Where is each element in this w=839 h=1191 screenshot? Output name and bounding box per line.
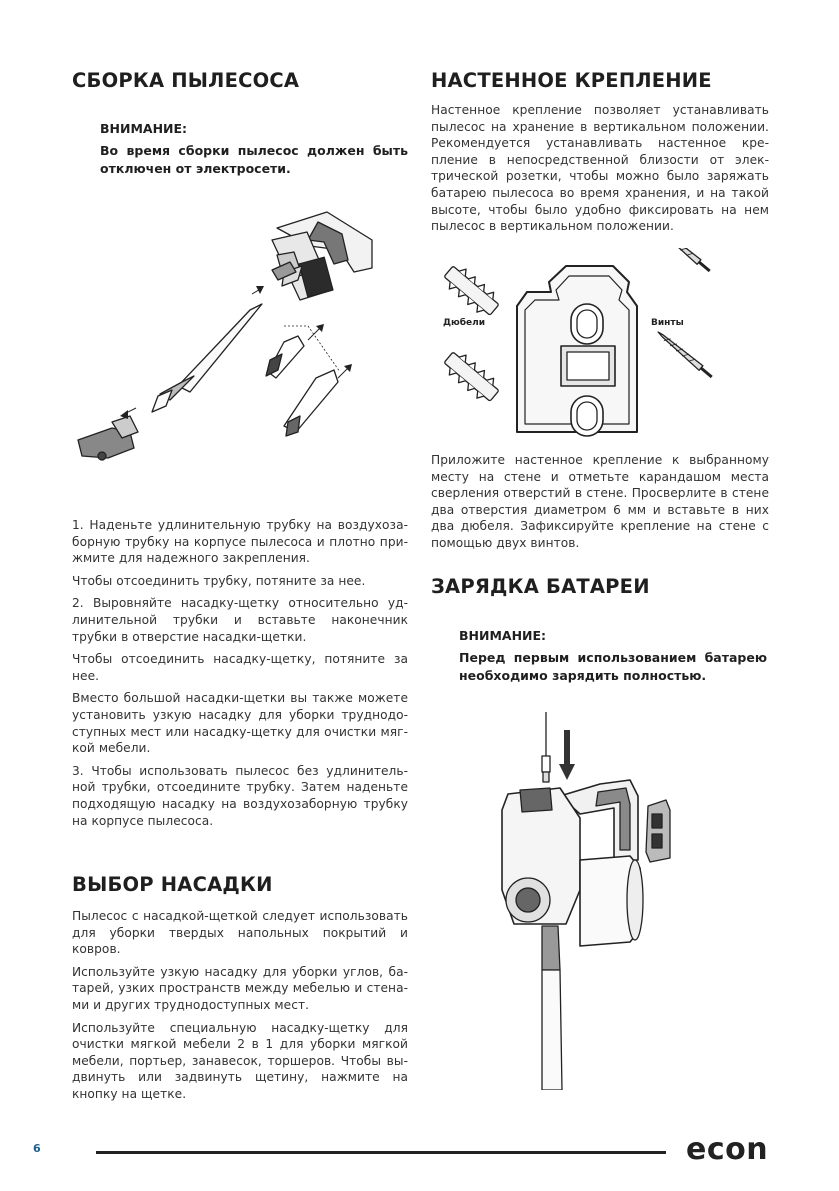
wall-mount-instructions-text: Приложите настенное крепление к выбранному месту на стене и отметьте карандашом места сверления отверстий в стене. Просверлите в стене два отверстия диаметром 6 мм и вставьте в них два дюбеля. Зафиксируйте крепление на стене с помощью двух винтов. (431, 453, 769, 550)
step-1: 1. Наденьте удлинительную трубку на воздухозаборную трубку на корпусе пылесоса и плотно прижмите для надежного закрепления. (72, 518, 408, 566)
nozzle-paragraph: Используйте специальную насадку-щетку для очистки мягкой мебели 2 в 1 для уборки мягкой мебели, портьер, занавесок, торшеров. Чтобы выдвинуть или задвинуть щетину, нажмите на кнопку на щетке. (72, 1020, 408, 1101)
assembly-steps (72, 517, 408, 829)
nozzle-paragraph: Пылесос с насадкой-щеткой следует использовать для уборки твердых напольных покрытий и ковров. (72, 909, 408, 957)
nozzle-paragraph: Используйте узкую насадку для уборки углов, батарей, узких пространств между мебелью и стенами и других труднодоступных мест. (72, 964, 408, 1012)
dowels-label: Дюбели (443, 318, 486, 328)
footer-divider (96, 1151, 666, 1154)
assembly-warning (100, 121, 408, 177)
left-column (72, 68, 408, 177)
wall-mount-section (431, 68, 769, 235)
nozzle-section (72, 872, 408, 1103)
nozzle-title: ВЫБОР НАСАДКИ (72, 873, 273, 896)
assembly-warning-text: Во время сборки пылесос должен быть отключен от электросети. (100, 143, 408, 176)
wall-mount-intro: Настенное крепление позволяет устанавливать пылесос на хранение в вертикальном положении. Рекомендуется устанавливать настенное крепление в непосредственной близости от электрической розетки, чтобы можно было заряжать батарею пылесоса во время хранения, и на такой высоте, чтобы было удобно фиксировать на нем пылесос в вертикальном положении. (431, 103, 769, 234)
battery-warning (459, 628, 767, 684)
page-number: 6 (33, 1142, 41, 1155)
assembly-title: СБОРКА ПЫЛЕСОСА (72, 69, 300, 92)
step-1-detach: Чтобы отсоединить трубку, потяните за нее. (72, 573, 366, 588)
battery-section (431, 574, 769, 684)
brand-logo: econ (686, 1132, 769, 1167)
battery-warning-text: Перед первым использованием батарею необходимо зарядить полностью. (459, 650, 767, 683)
assembly-warning-head: ВНИМАНИЕ: (100, 121, 188, 136)
wall-mount-instructions (431, 452, 769, 552)
battery-title: ЗАРЯДКА БАТАРЕИ (431, 575, 650, 598)
step-2-detach: Чтобы отсоединить насадку-щетку, потяните за нее. (72, 652, 408, 683)
wall-mount-illustration (431, 248, 769, 448)
wall-mount-title: НАСТЕННОЕ КРЕПЛЕНИЕ (431, 69, 712, 92)
battery-warning-head: ВНИМАНИЕ: (459, 628, 547, 643)
step-2: 2. Выровняйте насадку-щетку относительно удлинительной трубки и вставьте наконечник трубки в отверстие насадки-щетки. (72, 596, 408, 644)
assembly-illustration (72, 200, 408, 480)
screws-label: Винты (651, 318, 684, 328)
step-3: 3. Чтобы использовать пылесос без удлинительной трубки, отсоедините трубку. Затем наденьте подходящую насадку на воздухозаборную трубку на корпусе пылесоса. (72, 763, 408, 828)
battery-charging-illustration (480, 710, 700, 1090)
step-2-alt: Вместо большой насадки-щетки вы также можете установить узкую насадку для уборки труднодоступных мест или насадку-щетку для очистки мягкой мебели. (72, 691, 408, 756)
